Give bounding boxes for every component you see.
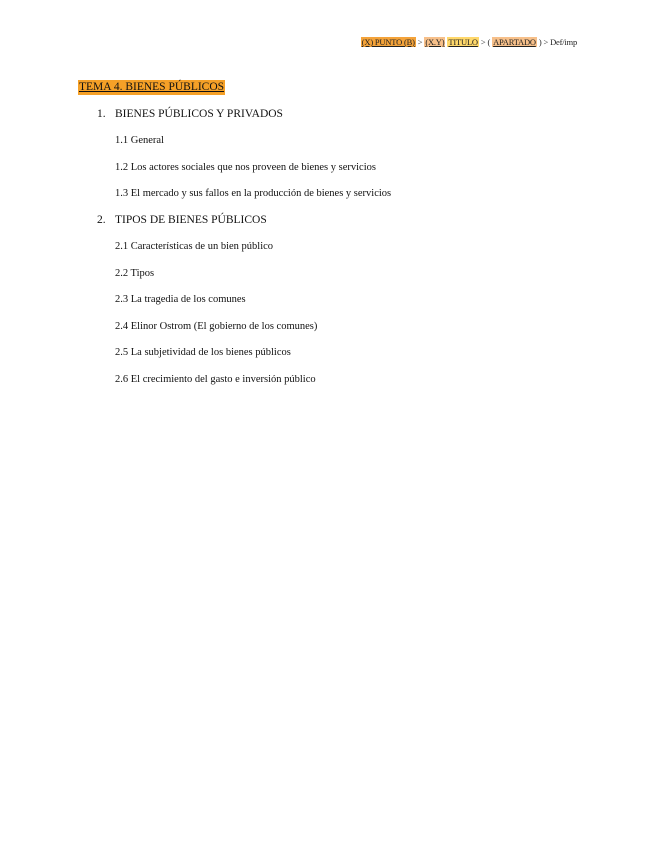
legend-def-imp: Def/imp <box>550 37 577 47</box>
legend-separator: > <box>543 37 549 47</box>
subsection-item: 2.1 Características de un bien público <box>115 241 274 252</box>
section-heading-text: BIENES PÚBLICOS Y PRIVADOS <box>115 108 283 120</box>
section-heading-text: TIPOS DE BIENES PÚBLICOS <box>115 214 267 226</box>
legend-punto: (X) PUNTO (B) <box>361 37 415 47</box>
subsection-item: 2.5 La subjetividad de los bienes públicos <box>115 347 291 358</box>
section-heading <box>97 213 597 227</box>
subsection-item: 2.6 El crecimiento del gasto e inversión público <box>115 373 316 385</box>
legend-open-paren: ( <box>487 37 491 47</box>
section-heading <box>97 107 597 121</box>
subsection-item: 1.3 El mercado y sus fallos en la producción de bienes y servicios <box>115 188 392 199</box>
outline-section <box>97 213 597 386</box>
legend-titulo: TITULO <box>448 37 478 47</box>
subsection-item: 2.4 Elinor Ostrom (El gobierno de los comunes) <box>115 320 318 332</box>
legend-titulo-xy: (X.Y) <box>425 37 445 47</box>
subsection-item: 2.2 Tipos <box>115 267 155 279</box>
legend-separator: > <box>480 37 486 47</box>
subsection-item: 1.2 Los actores sociales que nos proveen de bienes y servicios <box>115 161 376 173</box>
subsection-list <box>97 134 597 200</box>
subsection-item: 2.3 La tragedia de los comunes <box>115 294 246 305</box>
header-legend <box>361 37 577 47</box>
subsection-item: 1.1 General <box>115 135 164 146</box>
outline <box>97 107 597 386</box>
outline-section <box>97 107 597 200</box>
document-title: TEMA 4. BIENES PÚBLICOS <box>79 81 225 93</box>
legend-close-paren: ) <box>538 37 542 47</box>
section-number: 2. <box>97 214 106 226</box>
legend-separator: > <box>417 37 423 47</box>
subsection-list <box>97 240 597 386</box>
section-number: 1. <box>97 108 106 120</box>
legend-apartado: APARTADO <box>493 37 536 47</box>
